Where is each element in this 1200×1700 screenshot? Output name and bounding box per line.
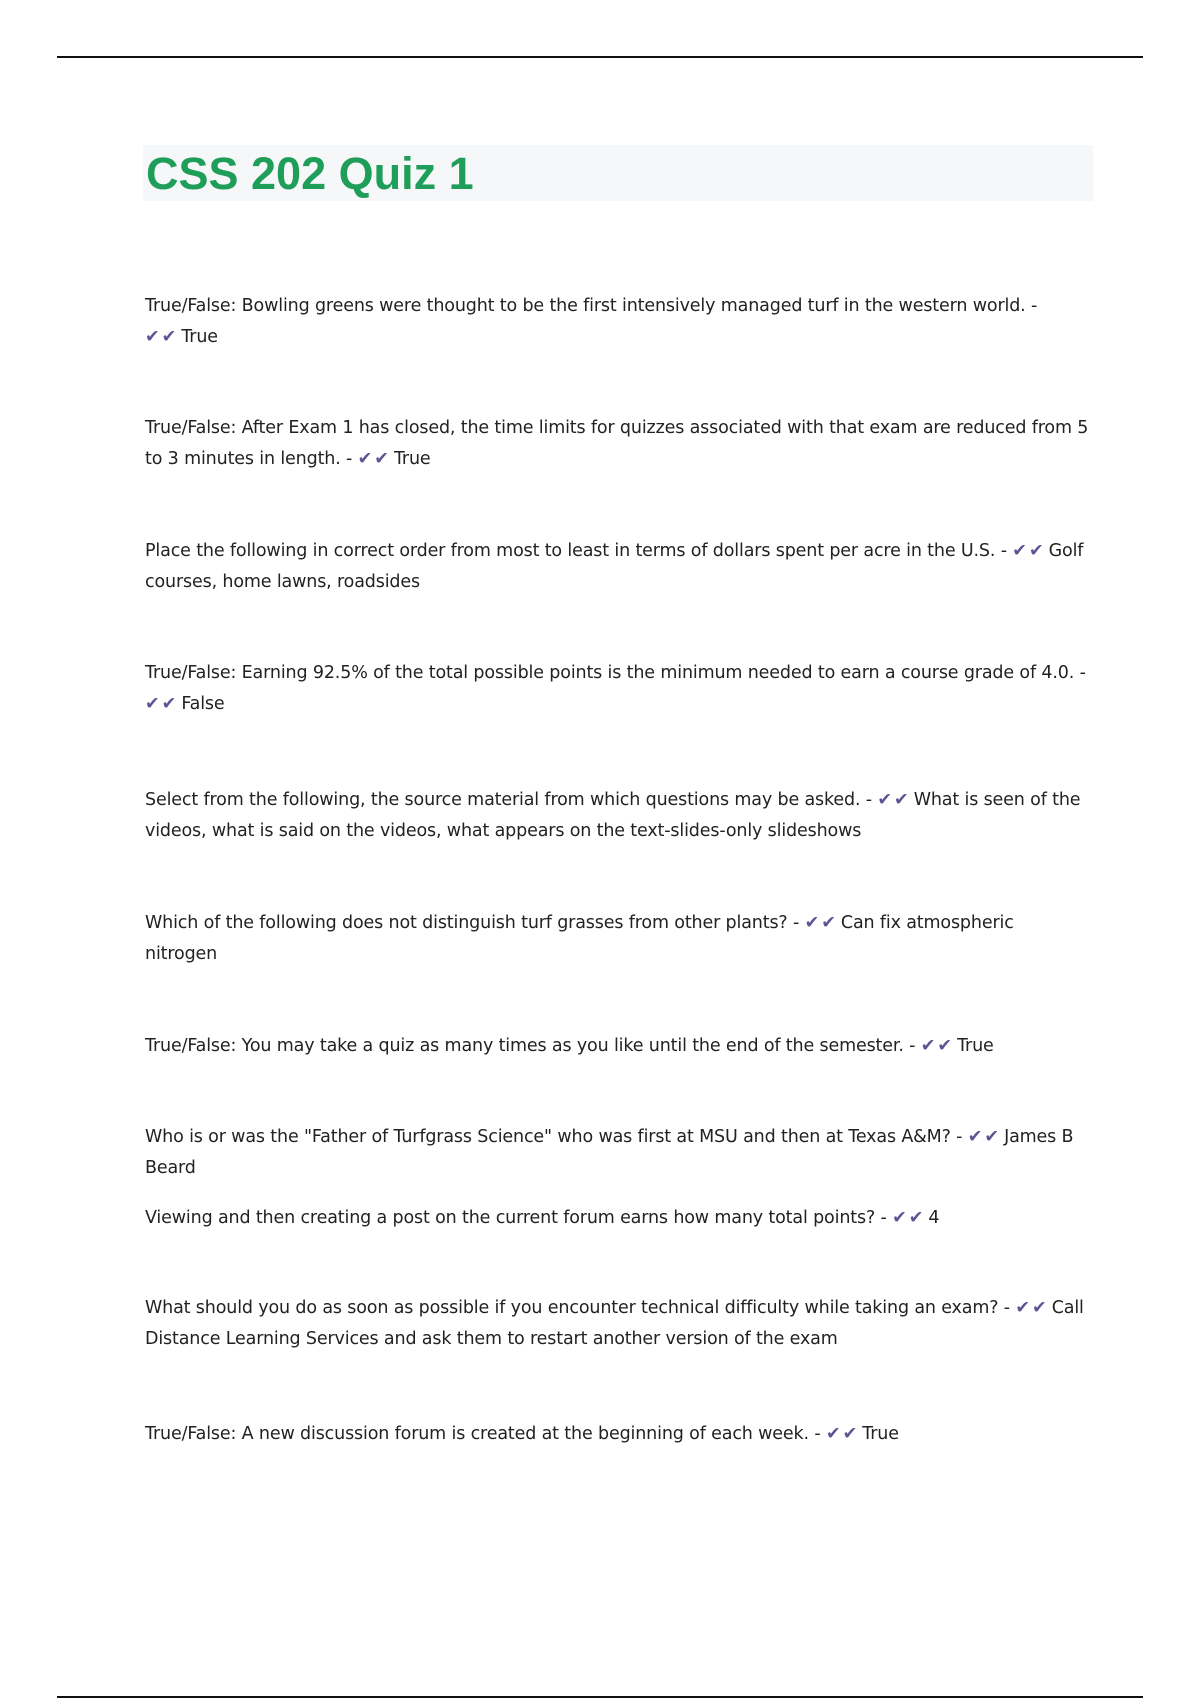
answer-text: False xyxy=(181,693,225,714)
top-rule xyxy=(57,56,1143,58)
double-check-icon: ✔✔ xyxy=(804,913,838,933)
qa-item xyxy=(145,1031,1090,1062)
question-text: Select from the following, the source material from which questions may be asked. - xyxy=(145,790,872,810)
answer-text: 4 xyxy=(928,1208,940,1228)
question-text: What should you do as soon as possible if you encounter technical difficulty while taking an exam? - xyxy=(145,1298,1010,1318)
question-text: Which of the following does not distinguish turf grasses from other plants? - xyxy=(145,913,800,933)
question-text: True/False: You may take a quiz as many times as you like until the end of the semester. - xyxy=(145,1036,916,1056)
question-text: Place the following in correct order from most to least in terms of dollars spent per acre in the U.S. - xyxy=(145,541,1007,561)
answer-text: True xyxy=(393,448,431,469)
qa-item xyxy=(145,908,1090,969)
answer-text: Call Distance Learning Services and ask them to restart another version of the exam xyxy=(145,1298,1084,1349)
qa-item xyxy=(145,291,1090,352)
question-text: Who is or was the "Father of Turfgrass Science" who was first at MSU and then at Texas A&M? - xyxy=(145,1127,963,1147)
double-check-icon: ✔✔ xyxy=(1012,541,1046,561)
document-title: CSS 202 Quiz 1 xyxy=(146,148,474,199)
double-check-icon: ✔✔ xyxy=(145,693,179,714)
answer-text: What is seen of the videos, what is said on the videos, what appears on the text-slides-only slideshows xyxy=(145,790,1081,841)
double-check-icon: ✔✔ xyxy=(357,448,391,469)
question-text: True/False: Earning 92.5% of the total possible points is the minimum needed to earn a course grade of 4.0. - xyxy=(145,663,1086,683)
question-text: True/False: A new discussion forum is created at the beginning of each week. - xyxy=(145,1424,821,1444)
double-check-icon: ✔✔ xyxy=(967,1127,1002,1147)
answer-text: Can fix atmospheric nitrogen xyxy=(145,913,1014,964)
qa-item xyxy=(145,1419,1090,1450)
double-check-icon: ✔✔ xyxy=(892,1208,926,1228)
qa-item xyxy=(145,1293,1090,1354)
double-check-icon: ✔✔ xyxy=(145,326,179,347)
qa-item xyxy=(145,1122,1090,1183)
qa-item xyxy=(145,1203,1090,1234)
question-text: True/False: After Exam 1 has closed, the time limits for quizzes associated with that exam are reduced from 5 to 3 minutes in length. - xyxy=(145,418,1089,469)
double-check-icon: ✔✔ xyxy=(877,790,911,810)
question-text: Viewing and then creating a post on the current forum earns how many total points? - xyxy=(145,1208,887,1228)
question-text: True/False: Bowling greens were thought to be the first intensively managed turf in the western world. - xyxy=(145,296,1038,316)
qa-item xyxy=(145,413,1090,474)
qa-item xyxy=(145,536,1090,597)
double-check-icon: ✔✔ xyxy=(825,1424,860,1444)
answer-text: James B Beard xyxy=(145,1127,1074,1178)
double-check-icon: ✔✔ xyxy=(1015,1298,1049,1318)
answer-text: Golf courses, home lawns, roadsides xyxy=(145,541,1084,592)
bottom-rule xyxy=(57,1696,1143,1698)
double-check-icon: ✔✔ xyxy=(920,1036,955,1056)
qa-item xyxy=(145,658,1090,719)
answer-text: True xyxy=(957,1036,994,1056)
qa-item xyxy=(145,785,1090,846)
answer-text: True xyxy=(862,1424,899,1444)
answer-text: True xyxy=(181,326,218,347)
